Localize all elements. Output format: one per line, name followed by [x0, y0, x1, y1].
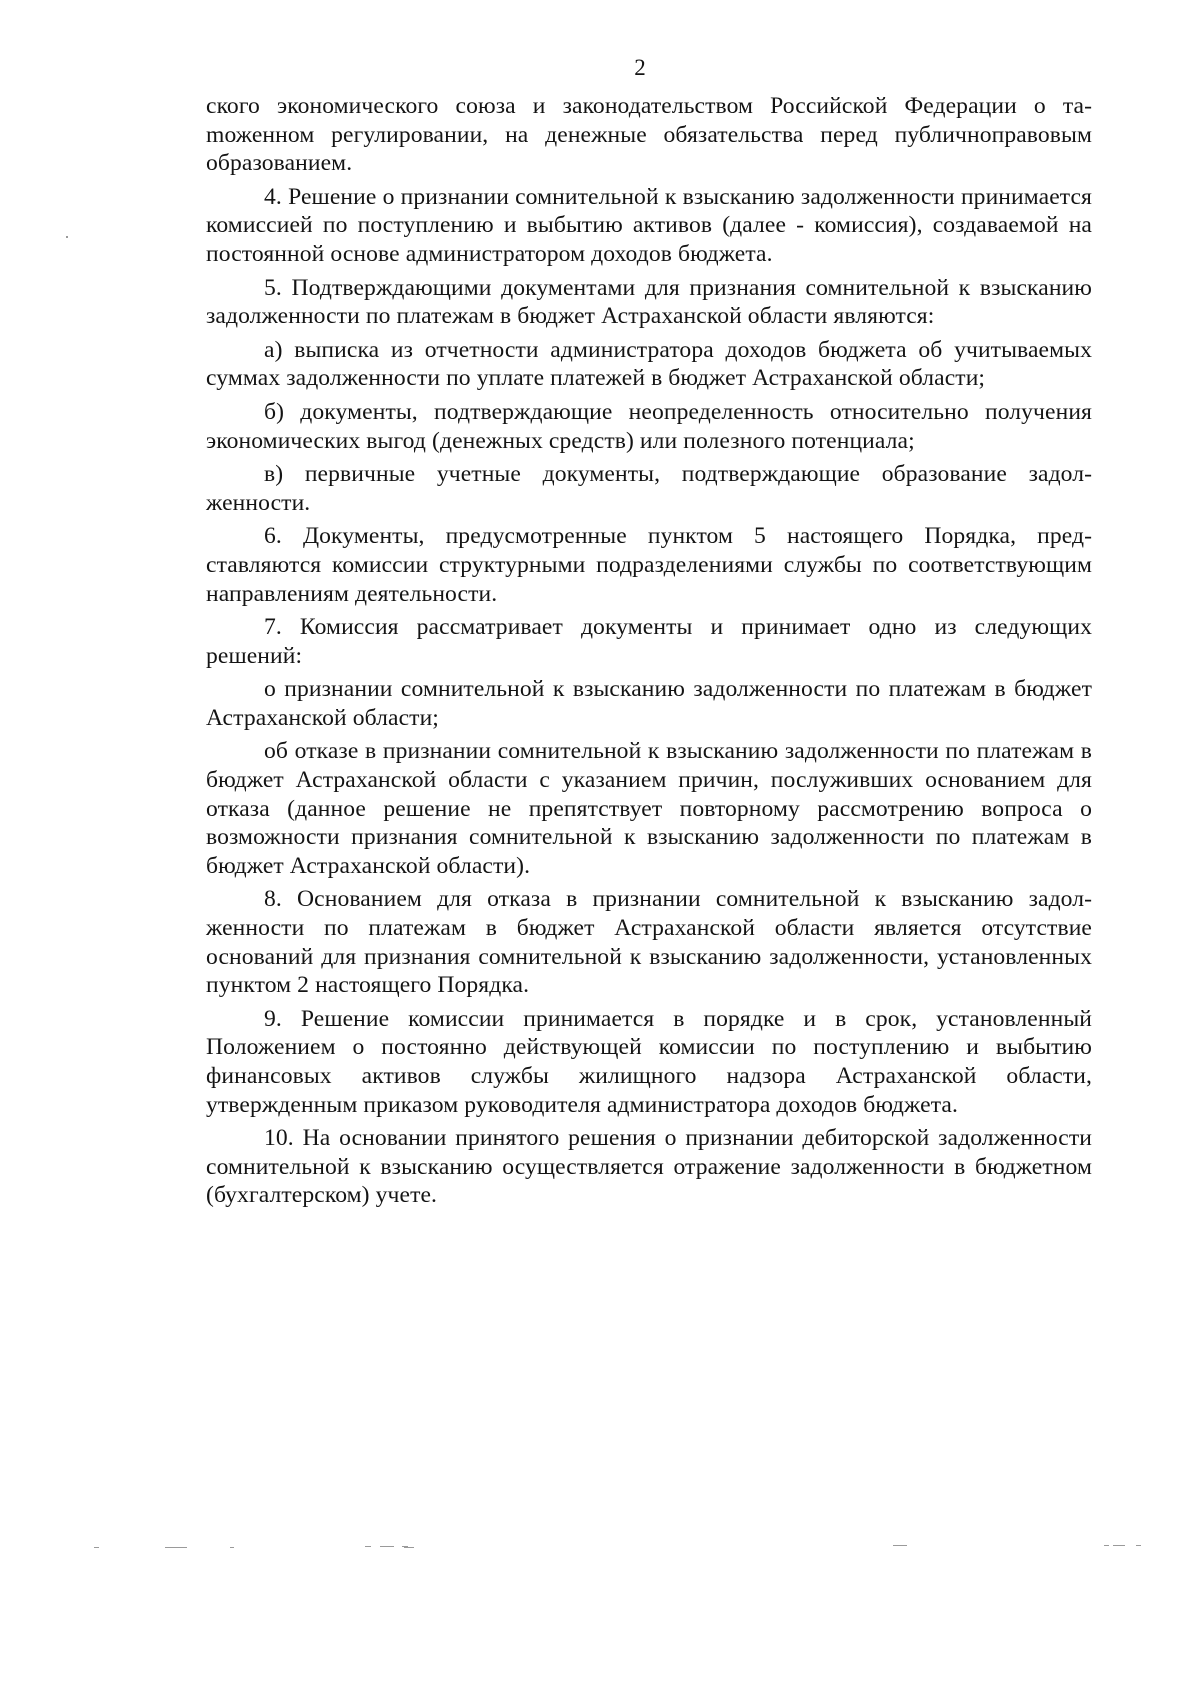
paragraph-item-4: 4. Решение о признании сомнительной к взысканию задолженности принимается комиссией по поступлению и выбытию активов (далее - комиссия), создаваемой на постоянной основе администратором доходов бюджета. [206, 183, 1092, 267]
paragraph-item-5: 5. Подтверждающими документами для признания сомнительной к взысканию задолженности по платежам в бюджет Астраханской области являются: [206, 274, 1092, 330]
paragraph-item-6: 6. Документы, предусмотренные пунктом 5 настоящего Порядка, представляются комиссии структурными подразделениями службы по соответствующим направлениям деятельности. [206, 523, 1092, 607]
paragraph-item-8: 8. Основанием для отказа в признании сомнительной к взысканию задолженности по платежам в бюджет Астраханской области является отсутствие оснований для признания сомнительной к взысканию задолженности, установленных пунктом 2 настоящего Порядка. [206, 886, 1092, 999]
paragraph-item-7-option-reject: об отказе в признании сомнительной к взысканию задолженности по платежам в бюджет Астраханской области с указанием причин, послуживших основанием для отказа (данное решение не препятствует повторному рассмотрению вопроса о возможности признания сомнительной к взысканию задолженности по платежам в бюджет Астраханской области). [206, 738, 1092, 879]
document-body [206, 92, 1092, 1210]
paragraph-item-5-c: в) первичные учетные документы, подтверждающие образование задолженности. [206, 461, 1092, 516]
page-number: 2 [634, 55, 646, 80]
paragraph-item-5-b: б) документы, подтверждающие неопределенность относительно получения экономических выгод (денежных средств) или полезного потенциала; [206, 398, 1092, 454]
paragraph-continuation: ского экономического союза и законодательством Российской Федерации о таmоженном регулировании, на денежные обязательства перед публичноправовым образованием. [206, 93, 1092, 177]
paragraph-item-7: 7. Комиссия рассматривает документы и принимает одно из следующих решений: [206, 614, 1092, 669]
paragraph-item-9: 9. Решение комиссии принимается в порядке и в срок, установленный Положением о постоянно действующей комиссии по поступлению и выбытию финансовых активов службы жилищного надзора Астраханской области, утвержденным приказом руководителя администратора доходов бюджета. [206, 1005, 1092, 1118]
paragraph-item-7-option-accept: о признании сомнительной к взысканию задолженности по платежам в бюджет Астраханской области; [206, 676, 1092, 731]
paragraph-item-5-a: а) выписка из отчетности администратора доходов бюджета об учитываемых суммах задолженности по уплате платежей в бюджет Астраханской области; [206, 336, 1092, 392]
paragraph-item-10: 10. На основании принятого решения о признании дебиторской задолженности сомнительной к взысканию осуществляется отражение задолженности в бюджетном (бухгалтерском) учете. [206, 1125, 1092, 1209]
